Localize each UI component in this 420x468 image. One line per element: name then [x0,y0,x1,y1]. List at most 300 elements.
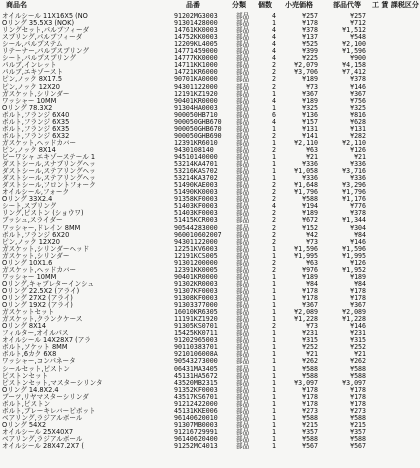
part-number: 45131KKE006 [174,406,218,415]
parts-price: ¥215 [350,420,366,429]
part-name: ベアリング,ラジアルボール [2,435,83,443]
quantity: 2 [272,265,276,274]
quantity: 4 [272,117,276,126]
quantity: 1 [272,385,276,394]
header-code: 品番 [186,1,200,9]
category: 部品 [236,103,250,112]
unit-price: ¥189 [302,209,318,218]
quantity: 1 [272,413,276,422]
part-name: Oリング 78.3X2 [2,103,53,112]
quantity: 1 [272,167,276,176]
unit-price: ¥178 [302,286,318,295]
quantity: 1 [272,350,276,359]
part-name: シールセット,ピストン [2,364,70,373]
part-name: Oリング 33X2.4 [2,195,53,204]
part-name: パルブ,インレット [2,61,57,70]
part-name: Oリング 8X14 [2,322,47,331]
part-number: 900050GHB670 [174,124,222,133]
part-number: 51415KCR003 [174,216,218,225]
category: 部品 [236,82,250,91]
category: 部品 [236,117,250,126]
part-name: ガスケット,シリンダーヘッド [2,244,90,253]
unit-price: ¥42 [306,230,318,239]
part-name: ボルト,ピストン [2,399,51,408]
unit-price: ¥21 [306,153,318,161]
part-name: ダストシール,フロントフォーク [2,181,96,190]
part-number: 9430108140 [174,145,214,154]
unit-price: ¥189 [302,96,318,105]
part-number: 96140620010 [174,413,218,422]
part-name: フィルター,オイルパス [2,329,69,338]
quantity: 1 [272,392,276,401]
part-name: オイルシール 28X47.2X7 ( [2,442,85,451]
unit-price: ¥525 [302,40,318,49]
category: 部品 [236,343,250,352]
part-number: 51490KK0003 [174,188,218,197]
header-qty: 個数 [258,1,272,9]
unit-price: ¥3,097 [294,378,318,387]
parts-price: ¥378 [350,75,366,84]
unit-price: ¥73 [306,237,318,246]
category: 部品 [236,54,250,63]
part-number: 94301122000 [174,82,218,91]
unit-price: ¥189 [302,272,318,281]
parts-price: ¥900 [350,54,366,63]
parts-price: ¥3,097 [342,378,366,387]
category: 部品 [236,223,250,232]
unit-price: ¥178 [302,294,318,302]
part-number: 94510140000 [174,153,218,161]
part-number: 06431MA3405 [174,364,218,373]
quantity: 1 [272,153,276,161]
category: 部品 [236,230,250,239]
part-name: ピン,ノック 8X17.5 [2,75,63,84]
part-name: ワッシャー 10MM [2,96,57,105]
quantity: 1 [272,286,276,295]
quantity: 1 [272,399,276,408]
quantity: 1 [272,406,276,415]
parts-price: ¥178 [350,294,366,302]
parts-price: ¥336 [350,160,366,169]
category: 部品 [236,244,250,253]
part-name: パルブ,エキゾースト [2,68,64,77]
quantity: 2 [272,209,276,218]
category: 部品 [236,188,250,197]
category: 部品 [236,145,250,154]
quantity: 2 [272,82,276,91]
category: 部品 [236,160,250,169]
parts-price: ¥1,796 [342,188,366,197]
unit-price: ¥367 [302,89,318,98]
parts-price: ¥367 [350,301,366,310]
unit-price: ¥315 [302,336,318,345]
part-number: 90543273000 [174,357,218,366]
part-number: 11191KZ1920 [174,315,218,324]
parts-price: ¥126 [350,258,366,267]
part-number: 91202MG3003 [174,12,218,20]
parts-price: ¥1,176 [342,195,366,204]
quantity: 1 [272,244,276,253]
parts-price: ¥7,412 [342,68,366,77]
column-header-row [0,0,420,11]
category: 部品 [236,195,250,204]
part-number: 91202965003 [174,336,218,345]
quantity: 1 [272,103,276,112]
part-number: 90544283000 [174,223,218,232]
quantity: 1 [272,272,276,281]
part-name: ピストンセット [2,371,49,380]
unit-price: ¥63 [306,145,318,154]
part-number: 91252MC4013 [174,442,218,451]
quantity: 1 [272,343,276,352]
quantity: 4 [272,47,276,56]
quantity: 2 [272,188,276,197]
part-number: 45131HA5672 [174,371,218,380]
part-name: ビーワシャ エキゾーステール 1 [2,153,96,161]
quantity: 4 [272,96,276,105]
unit-price: ¥367 [302,301,318,310]
category: 部品 [236,357,250,366]
part-name: オイルシール 25X40X7 [2,427,74,436]
part-number: 14711KK1000 [174,61,218,70]
part-number: 9210106008A [174,350,218,359]
unit-price: ¥1,596 [294,244,318,253]
unit-price: ¥73 [306,82,318,91]
unit-price: ¥63 [306,258,318,267]
part-name: ボルト,6カク 6X8 [2,350,57,359]
part-number: 14752KK0003 [174,33,218,42]
category: 部品 [236,61,250,70]
quantity: 2 [272,131,276,140]
part-number: 12391KK0005 [174,265,218,274]
part-number: 900050HB710 [174,110,218,119]
unit-price: ¥976 [302,265,318,274]
parts-price: ¥1,952 [342,265,366,274]
quantity: 2 [272,216,276,225]
quantity: 1 [272,420,276,429]
unit-price: ¥588 [302,371,318,380]
parts-price: ¥1,596 [342,47,366,56]
quantity: 1 [272,160,276,169]
unit-price: ¥336 [302,174,318,183]
quantity: 1 [272,124,276,133]
unit-price: ¥231 [302,329,318,338]
part-name: ブーツ,リヤマスターシリンダ [2,392,89,401]
part-name: スプリング,パルブフィーダ [2,33,83,42]
quantity: 1 [272,19,276,28]
header-work-class: 工 賃 課税区分 [372,1,419,9]
quantity: 1 [272,427,276,436]
parts-price: ¥252 [350,343,366,352]
part-name: ダストシール,ステアリングヘッ [2,174,96,183]
part-name: ボルト,フランジ 6X20 [2,230,70,239]
unit-price: ¥588 [302,364,318,373]
category: 部品 [236,181,250,190]
unit-price: ¥225 [302,54,318,63]
quantity: 4 [272,40,276,49]
unit-price: ¥157 [302,117,318,126]
part-number: 91301200000 [174,258,218,267]
part-number: 12209KL4005 [174,40,218,49]
part-name: オイルシール 11X16X5 (NO [2,12,88,20]
quantity: 1 [272,138,276,147]
parts-price: ¥1,596 [342,244,366,253]
part-number: 15425KK0711 [174,329,218,338]
unit-price: ¥672 [302,216,318,225]
part-name: Oリング 35.5X3 (NOK) [2,19,75,28]
quantity: 1 [272,89,276,98]
header-unit-price: 小売価格 [285,1,313,9]
part-name: ボルト,フランジ 6X35 [2,124,70,133]
part-name: ボルト,フランジ 6X35 [2,117,70,126]
part-number: 94301122000 [174,237,218,246]
parts-price: ¥336 [350,174,366,183]
category: 部品 [236,258,250,267]
parts-price: ¥126 [350,145,366,154]
quantity: 2 [272,75,276,84]
unit-price: ¥1,058 [294,167,318,176]
quantity: 6 [272,110,276,119]
parts-price: ¥1,344 [342,216,366,225]
category: 部品 [236,308,250,317]
part-number: 51403KF0003 [174,202,218,211]
unit-price: ¥141 [302,131,318,140]
parts-price: ¥146 [350,82,366,91]
parts-price: ¥3,296 [342,181,366,190]
quantity: 2 [272,237,276,246]
part-name: ガスケット,ヘッドカバー [2,138,77,147]
category: 部品 [236,110,250,119]
unit-price: ¥399 [302,47,318,56]
part-name: ワッシャー 10MM [2,272,57,281]
unit-price: ¥2,110 [294,138,318,147]
parts-price: ¥567 [350,442,366,451]
part-name: ボルト,ソケット 8MM [2,343,68,352]
category: 部品 [236,40,250,49]
category: 部品 [236,427,250,436]
quantity: 2 [272,195,276,204]
category: 部品 [236,279,250,288]
quantity: 1 [272,329,276,338]
part-name: リング,ピストン (ショウワ) [2,209,84,218]
part-number: 12391KR6010 [174,138,218,147]
unit-price: ¥1,796 [294,188,318,197]
quantity: 2 [272,230,276,239]
parts-price: ¥178 [350,392,366,401]
part-name: ガスケット,クランクケース [2,315,83,324]
quantity: 1 [272,435,276,443]
part-name: ダストシール,ステアリングヘッ [2,167,96,176]
category: 部品 [236,322,250,331]
category: 部品 [236,216,250,225]
quantity: 2 [272,61,276,70]
part-number: 14771459000 [174,47,218,56]
unit-price: ¥178 [302,392,318,401]
category: 部品 [236,301,250,310]
category: 部品 [236,371,250,380]
part-number: 90401KR0000 [174,272,218,281]
category: 部品 [236,75,250,84]
category: 部品 [236,364,250,373]
category: 部品 [236,167,250,176]
part-number: 900050GHB670 [174,117,222,126]
part-name: オイルシール 14X28X7 (アラ [2,336,91,345]
part-name: ダストシール,スナプリングヘッ [2,160,96,169]
category: 部品 [236,33,250,42]
category: 部品 [236,399,250,408]
unit-price: ¥252 [302,343,318,352]
parts-price: ¥588 [350,435,366,443]
parts-price: ¥146 [350,237,366,246]
part-number: 43520MB2315 [174,378,218,387]
part-name: ピン,ノック 12X20 [2,82,60,91]
part-name: Oリング,キャブレターインシュ [2,279,95,288]
unit-price: ¥588 [302,435,318,443]
part-number: 53214KA4701 [174,160,218,169]
unit-price: ¥2,089 [294,308,318,317]
unit-price: ¥1,228 [294,315,318,324]
unit-price: ¥21 [306,350,318,359]
quantity: 2 [272,258,276,267]
part-name: ガスケット,ヘッドカバー [2,265,77,274]
part-number: 90401KR0000 [174,96,218,105]
part-name: ブッシュ,スライダー [2,216,63,225]
unit-price: ¥1,995 [294,251,318,260]
parts-price: ¥776 [350,202,366,211]
part-number: 12191KZ1920 [174,89,218,98]
category: 部品 [236,435,250,443]
unit-price: ¥2,079 [294,61,318,70]
quantity: 4 [272,202,276,211]
parts-price: ¥357 [350,427,366,436]
unit-price: ¥178 [302,399,318,408]
parts-price: ¥178 [350,399,366,408]
part-name: ガスケットセット [2,308,55,317]
part-name: Oリング 19X2 (アライ) [2,301,73,310]
quantity: 1 [272,294,276,302]
part-number: 16010KR6305 [174,308,218,317]
part-name: Oリング 22.5X2 (アライ) [2,286,80,295]
parts-price: ¥588 [350,364,366,373]
category: 部品 [236,406,250,415]
unit-price: ¥84 [306,279,318,288]
unit-price: ¥194 [302,202,318,211]
part-name: ボルト,フランジ 6X40 [2,110,70,119]
category: 部品 [236,26,250,35]
parts-price: ¥588 [350,371,366,380]
part-number: 12251KV6003 [174,244,218,253]
part-number: 90110383701 [174,343,218,352]
quantity: 1 [272,308,276,317]
unit-price: ¥131 [302,124,318,133]
quantity: 1 [272,301,276,310]
parts-price: ¥3,716 [342,167,366,176]
part-name: Oリング 10X1.6 [2,258,53,267]
parts-price: ¥367 [350,89,366,98]
parts-price: ¥2,100 [342,40,366,49]
part-name: ボルト,フランジ 6X32 [2,131,70,140]
category: 部品 [236,315,250,324]
part-number: 91304HA0003 [174,103,218,112]
parts-price: ¥1,512 [342,26,366,35]
category: 部品 [236,272,250,281]
part-number: 14721KR6000 [174,68,218,77]
category: 部品 [236,413,250,422]
parts-price: ¥178 [350,286,366,295]
category: 部品 [236,294,250,302]
part-name: ガスケット,シリンダー [2,251,70,260]
parts-price: ¥548 [350,33,366,42]
unit-price: ¥588 [302,413,318,422]
part-name: シール,パルプステム [2,40,63,49]
part-number: 14761KK0003 [174,26,218,35]
category: 部品 [236,96,250,105]
part-name: ベアリング,ラジアルボール [2,413,83,422]
part-name: ワッシャー,ドレイン 8MM [2,223,81,232]
category: 部品 [236,329,250,338]
header-name: 商品名 [6,1,27,9]
unit-price: ¥257 [302,12,318,20]
parts-price: ¥304 [350,223,366,232]
part-number: 91303377000 [174,301,218,310]
parts-price: ¥262 [350,357,366,366]
part-name: ガスケット,シリンダー [2,89,70,98]
category: 部品 [236,286,250,295]
category: 部品 [236,174,250,183]
category: 部品 [236,420,250,429]
category: 部品 [236,385,250,394]
parts-price: ¥628 [350,117,366,126]
parts-price: ¥315 [350,336,366,345]
quantity: 4 [272,12,276,20]
parts-price: ¥146 [350,322,366,331]
unit-price: ¥262 [302,357,318,366]
parts-price: ¥84 [354,279,366,288]
part-name: リングセット,パルブフィーダ [2,26,90,35]
quantity: 4 [272,33,276,42]
category: 部品 [236,350,250,359]
unit-price: ¥137 [302,33,318,42]
category: 部品 [236,138,250,147]
part-number: 91358KF0003 [174,195,218,204]
parts-price: ¥816 [350,110,366,119]
part-name: シート,スプリング [2,202,57,211]
category: 部品 [236,392,250,401]
part-name: Oリング 14.8X2.4 [2,385,59,394]
parts-price: ¥282 [350,131,366,140]
category: 部品 [236,336,250,345]
quantity: 1 [272,371,276,380]
quantity: 1 [272,336,276,345]
header-category: 分類 [232,1,246,9]
quantity: 2 [272,68,276,77]
category: 部品 [236,153,250,161]
quantity: 4 [272,26,276,35]
part-name: Oリング 54X2 [2,420,47,429]
unit-price: ¥588 [302,195,318,204]
quantity: 1 [272,174,276,183]
quantity: 1 [272,364,276,373]
parts-price: ¥4,158 [342,61,366,70]
category: 部品 [236,202,250,211]
category: 部品 [236,89,250,98]
part-number: 91308KF0003 [174,294,218,302]
part-number: 51490KAE003 [174,181,218,190]
category: 部品 [236,442,250,451]
part-name: ピン,ノック 12X20 [2,237,60,246]
parts-price: ¥131 [350,124,366,133]
category: 部品 [236,68,250,77]
